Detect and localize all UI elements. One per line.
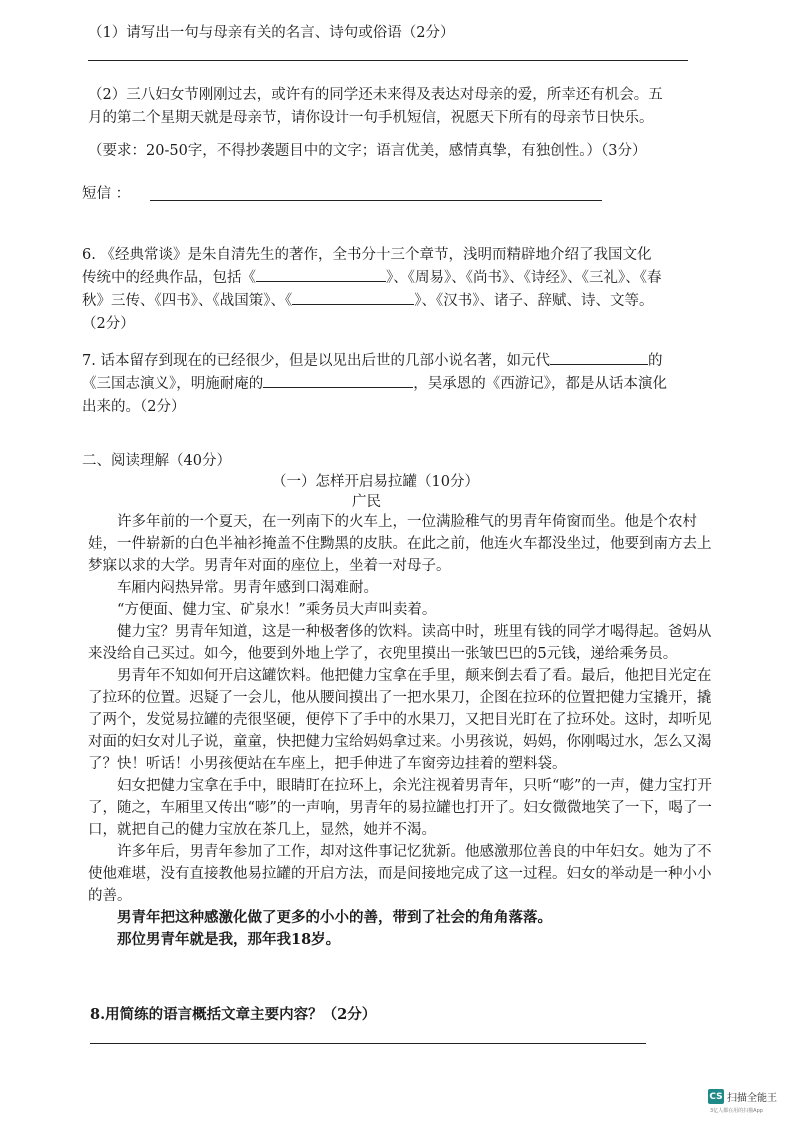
article-author: 广民 (352, 494, 381, 510)
q7-line3: 出来的。（2分） (82, 399, 186, 415)
q7-line2 (82, 373, 667, 396)
article-paragraph: 健力宝？男青年知道，这是一种极奢侈的饮料。读高中时，班里有钱的同学才喝得起。爸妈从来没给自己买过。如今，他要到外地上学了，衣兜里摸出一张皱巴巴的5元钱，递给乘务员。 (88, 624, 712, 662)
article-paragraph: 男青年不知如何开启这罐饮料。他把健力宝拿在手里，颠来倒去看了看。最后，他把目光定在了拉环的位置。迟疑了一会儿，他从腰间摸出了一把水果刀，企图在拉环的位置把健力宝撬开，撬了两个，发觉易拉罐的壳很坚硬，便停下了手中的水果刀，又把目光盯在了拉环处。这时，却听见对面的妇女对儿子说，童童，快把健力宝给妈妈拿过来。小男孩说，妈妈，你刚喝过水，怎么又渴了？快！听话！小男孩便站在车座上，把手伸进了车窗旁边挂着的塑料袋。 (88, 668, 712, 772)
q6-line3 (82, 290, 654, 313)
q7-line1-start: 7. 话本留存到现在的已经很少，但是以见出后世的几部小说名著，如元代 (82, 353, 550, 369)
fill-blank (550, 350, 648, 365)
q7-line1-end: 的 (647, 353, 663, 369)
q6-line2-end: 》、《周易》、《尚书》、《诗经》、《三礼》、《春 (386, 270, 662, 286)
article-body (88, 511, 716, 951)
q7-line2-start: 《三国志演义》，明施耐庵的 (82, 376, 264, 392)
section-heading: 二、阅读理解（40分） (82, 453, 231, 469)
q5-part2-line1: （2）三八妇女节刚刚过去，或许有的同学还未来得及表达对母亲的爱，所幸还有机会。五 (88, 87, 663, 103)
article-paragraph: 车厢内闷热异常。男青年感到口渴难耐。 (117, 580, 378, 596)
article-paragraph: 许多年前的一个夏天，在一列南下的火车上，一位满脸稚气的男青年倚窗而坐。他是个农村娃，一件崭新的白色半袖衫掩盖不住黝黑的皮肤。在此之前，他连火车都没坐过，他要到南方去上梦寐以求的大学。男青年对面的座位上，坐着一对母子。 (88, 514, 712, 574)
fill-blank (292, 290, 414, 305)
answer-line (88, 60, 688, 61)
article-paragraph: 那位男青年就是我，那年我18岁。 (117, 931, 341, 948)
fill-blank (263, 373, 413, 388)
q6-line1: 6. 《经典常谈》是朱自清先生的著作，全书分十三个章节，浅明而精辟地介绍了我国文化 (82, 247, 652, 263)
q5-part1: （1）请写出一句与母亲有关的名言、诗句或俗语（2分） (88, 25, 455, 41)
article-title: （一）怎样开启易拉罐（10分） (272, 474, 479, 490)
article-paragraph: 妇女把健力宝拿在手中，眼睛盯在拉环上，余光注视着男青年，只听“嘭”的一声，健力宝打开了，随之，车厢里又传出“嘭”的一声响，男青年的易拉罐也打开了。妇女微微地笑了一下，喝了一口，就把自己的健力宝放在茶几上，显然，她并不渴。 (88, 778, 712, 838)
sms-answer-line (150, 200, 602, 201)
fill-blank (256, 267, 386, 282)
q5-requirement: （要求：20-50字，不得抄袭题目中的文字；语言优美，感情真挚，有独创性。）（3分） (88, 143, 647, 159)
answer-line (90, 1043, 646, 1044)
q8-text: 8.用简练的语言概括文章主要内容？（2分） (90, 1006, 377, 1023)
q5-part2-line2: 月的第二个星期天就是母亲节，请你设计一句手机短信，祝愿天下所有的母亲节日快乐。 (88, 110, 654, 126)
article-paragraph: 许多年后，男青年参加了工作，却对这件事记忆犹新。他感激那位善良的中年妇女。她为了不使他难堪，没有直接教他易拉罐的开启方法，而是间接地完成了这一过程。妇女的举动是一种小小的善。 (88, 844, 712, 904)
q6-score: （2分） (82, 316, 135, 332)
q6-line3-end: 》、《汉书》、诸子、辞赋、诗、文等。 (414, 293, 654, 309)
watermark-subtitle: 3亿人都在用的扫描App (710, 1108, 763, 1114)
q6-line3-start: 秋》三传、《四书》、《战国策》、《 (82, 293, 293, 309)
q7-line2-end: ，吴承恩的《西游记》，都是从话本演化 (413, 376, 667, 392)
q6-line2-start: 传统中的经典作品，包括《 (82, 270, 256, 286)
q6-line2 (82, 267, 662, 290)
scanner-watermark (708, 1089, 790, 1119)
camscanner-logo-icon: CS (708, 1089, 724, 1104)
sms-label: 短信 ： (82, 186, 131, 202)
article-paragraph: 男青年把这种感激化做了更多的小小的善，带到了社会的角角落落。 (117, 909, 552, 926)
watermark-name: 扫描全能王 (727, 1093, 777, 1104)
article-paragraph: “方便面、健力宝、矿泉水！”乘务员大声叫卖着。 (117, 602, 437, 618)
q7-line1 (82, 350, 662, 373)
